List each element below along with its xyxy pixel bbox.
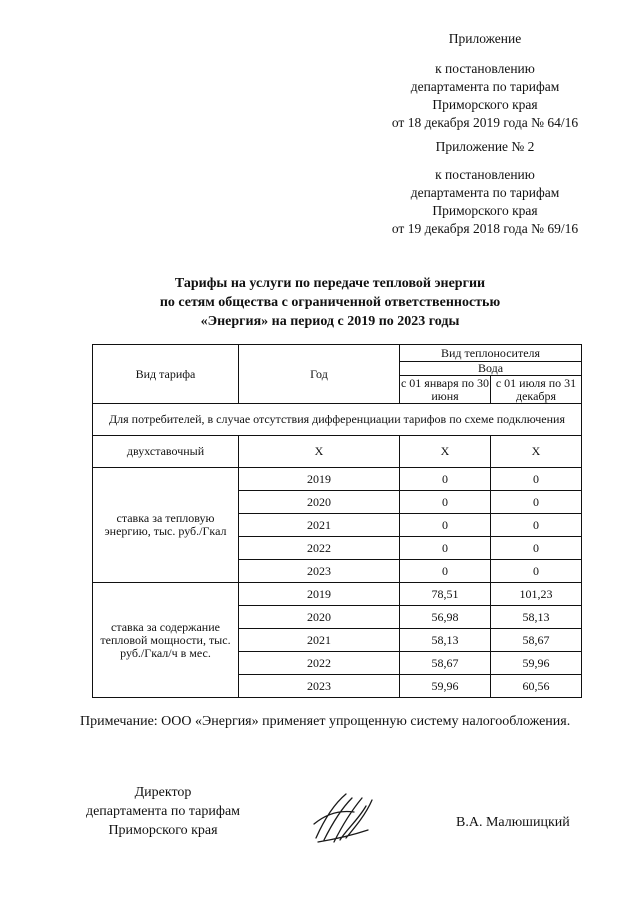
value-cell: Х: [491, 436, 582, 468]
value-cell: 58,13: [400, 629, 491, 652]
year-cell: 2022: [239, 652, 400, 675]
value-cell: 101,23: [491, 583, 582, 606]
header-year: Год: [239, 345, 400, 404]
year-cell: 2023: [239, 560, 400, 583]
value-cell: 0: [491, 468, 582, 491]
year-cell: 2019: [239, 468, 400, 491]
table-header-row: [93, 345, 582, 362]
position-line: Приморского края: [108, 823, 218, 838]
tariff-table: [92, 344, 582, 698]
title-line: Тарифы на услуги по передаче тепловой энергии: [174, 276, 486, 291]
title-line: по сетям общества с ограниченной ответственностью: [159, 295, 501, 310]
year-cell: 2019: [239, 583, 400, 606]
document-title: [80, 274, 580, 331]
signatory-name: В.А. Малюшицкий: [456, 815, 570, 830]
title-line: «Энергия» на период с 2019 по 2023 годы: [200, 314, 460, 329]
value-cell: 0: [491, 514, 582, 537]
header-period-2: с 01 июля по 31 декабря: [491, 376, 582, 404]
appendix-2-header: [360, 138, 610, 238]
value-cell: 56,98: [400, 606, 491, 629]
two-part-label: двухставочный: [93, 436, 239, 468]
value-cell: 0: [400, 514, 491, 537]
position-line: департамента по тарифам: [85, 804, 241, 819]
table-row: [93, 436, 582, 468]
table-row: [93, 468, 582, 491]
appendix-2-line: департамента по тарифам: [410, 185, 560, 200]
year-cell: 2022: [239, 537, 400, 560]
value-cell: 58,67: [491, 629, 582, 652]
value-cell: 0: [491, 491, 582, 514]
header-heat-carrier: Вид теплоносителя: [400, 345, 582, 362]
value-cell: 0: [400, 537, 491, 560]
value-cell: 59,96: [400, 675, 491, 698]
header-period-1: с 01 января по 30 июня: [400, 375, 490, 403]
appendix-1-line: к постановлению: [435, 61, 535, 76]
header-water: Вода: [400, 362, 582, 376]
position-line: Директор: [134, 785, 192, 800]
appendix-1-header: [360, 30, 610, 132]
table-row: [93, 583, 582, 606]
value-cell: 0: [400, 491, 491, 514]
appendix-2-title: Приложение № 2: [435, 139, 535, 154]
capacity-rate-label: ставка за содержание тепловой мощности, тыс. руб./Гкал/ч в мес.: [93, 583, 239, 698]
value-cell: 78,51: [400, 583, 491, 606]
value-cell: 58,67: [400, 652, 491, 675]
appendix-1-line: от 18 декабря 2019 года № 64/16: [391, 115, 579, 130]
year-cell: 2021: [239, 514, 400, 537]
value-cell: 0: [491, 560, 582, 583]
appendix-2-line: к постановлению: [435, 167, 535, 182]
value-cell: 0: [400, 468, 491, 491]
year-cell: 2023: [239, 675, 400, 698]
value-cell: Х: [400, 436, 491, 468]
appendix-1-title: Приложение: [448, 31, 522, 46]
header-tariff-type: Вид тарифа: [93, 345, 239, 404]
year-cell: 2021: [239, 629, 400, 652]
year-cell: Х: [239, 436, 400, 468]
value-cell: 59,96: [491, 652, 582, 675]
energy-rate-label: ставка за тепловую энергию, тыс. руб./Гкал: [93, 468, 239, 583]
appendix-1-line: департамента по тарифам: [410, 79, 560, 94]
value-cell: 0: [400, 560, 491, 583]
value-cell: 58,13: [491, 606, 582, 629]
year-cell: 2020: [239, 491, 400, 514]
value-cell: 0: [491, 537, 582, 560]
section-label: Для потребителей, в случае отсутствия дифференциации тарифов по схеме подключения: [93, 404, 582, 436]
note-paragraph: Примечание: ООО «Энергия» применяет упрощенную систему налогообложения.: [80, 714, 571, 729]
section-row: [93, 404, 582, 436]
year-cell: 2020: [239, 606, 400, 629]
appendix-2-line: Приморского края: [432, 203, 538, 218]
appendix-2-line: от 19 декабря 2018 года № 69/16: [391, 221, 579, 236]
appendix-1-line: Приморского края: [432, 97, 538, 112]
handwritten-signature: [310, 790, 380, 846]
value-cell: 60,56: [491, 675, 582, 698]
signatory-position: [58, 783, 268, 840]
